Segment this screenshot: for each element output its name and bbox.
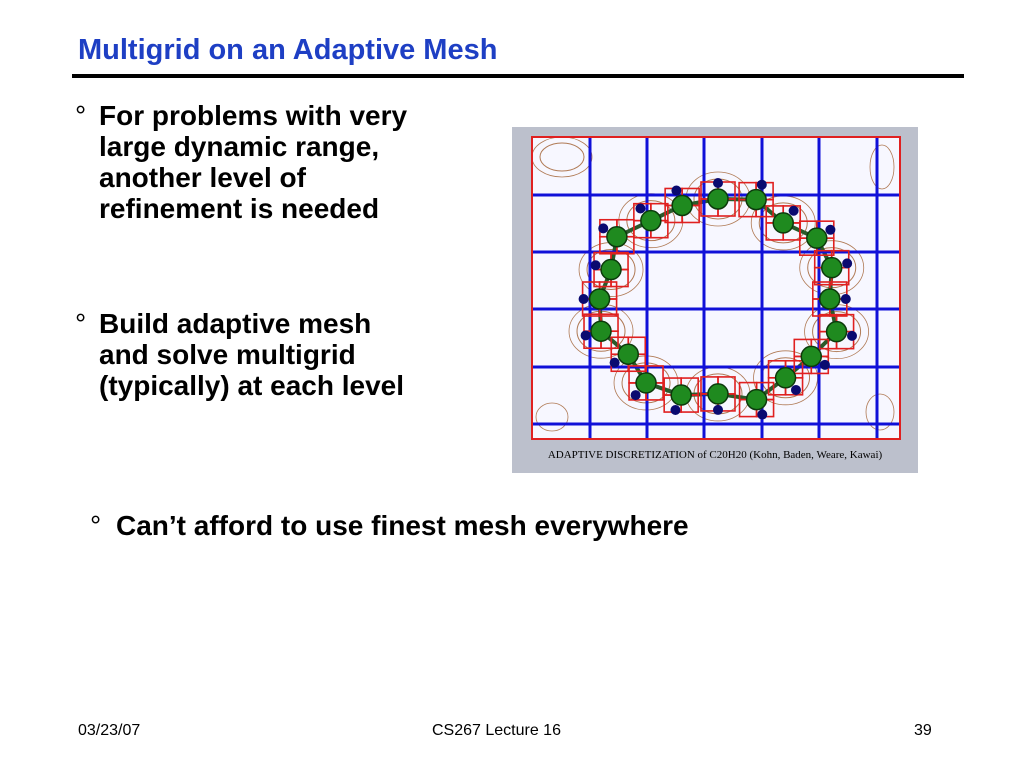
carbon-atom [827,322,847,342]
hydrogen-atom [713,405,723,415]
figure-caption: ADAPTIVE DISCRETIZATION of C20H20 (Kohn, Baden, Weare, Kawai) [547,449,883,461]
carbon-atom [671,385,691,405]
hydrogen-atom [631,390,641,400]
hydrogen-atom [841,294,851,304]
carbon-atom [591,321,611,341]
hydrogen-atom [757,410,767,420]
hydrogen-atom [610,358,620,368]
hydrogen-atom [579,294,589,304]
bullet-marker: ° [75,100,87,131]
bullet-marker: ° [90,510,102,541]
hydrogen-atom [757,180,767,190]
adaptive-mesh-figure [512,127,918,473]
carbon-atom [618,344,638,364]
hydrogen-atom [713,178,723,188]
hydrogen-atom [789,206,799,216]
carbon-atom [773,213,793,233]
footer-course: CS267 Lecture 16 [432,722,561,739]
carbon-atom [801,346,821,366]
bullet-2-line-3: (typically) at each level [99,370,405,401]
slide-title: Multigrid on an Adaptive Mesh [78,34,498,66]
carbon-atom [807,228,827,248]
hydrogen-atom [635,204,645,214]
bullet-2-line-2: and solve multigrid [99,339,356,370]
carbon-atom [746,190,766,210]
hydrogen-atom [791,385,801,395]
carbon-atom [607,227,627,247]
bullet-marker: ° [75,308,87,339]
bullet-1-line-2: large dynamic range, [99,131,380,162]
carbon-atom [822,258,842,278]
hydrogen-atom [842,258,852,268]
carbon-atom [641,211,661,231]
carbon-atom [601,260,621,280]
carbon-atom [672,195,692,215]
bullet-1-line-4: refinement is needed [99,193,380,224]
footer-page-number: 39 [914,722,932,739]
carbon-atom [590,289,610,309]
hydrogen-atom [598,223,608,233]
hydrogen-atom [591,260,601,270]
hydrogen-atom [581,330,591,340]
carbon-atom [820,289,840,309]
carbon-atom [747,390,767,410]
adaptive-mesh-image [512,127,918,473]
footer-date: 03/23/07 [78,722,141,739]
hydrogen-atom [825,225,835,235]
hydrogen-atom [670,405,680,415]
title-underline [72,74,964,78]
bullet-2-line-1: Build adaptive mesh [99,308,372,339]
carbon-atom [776,368,796,388]
carbon-atom [708,384,728,404]
hydrogen-atom [671,186,681,196]
bullet-1-line-3: another level of [99,162,306,193]
carbon-atom [708,189,728,209]
bullet-1-line-1: For problems with very [99,100,408,131]
hydrogen-atom [820,360,830,370]
carbon-atom [636,373,656,393]
hydrogen-atom [847,331,857,341]
bullet-3-line-1: Can’t afford to use finest mesh everywhere [116,510,689,541]
